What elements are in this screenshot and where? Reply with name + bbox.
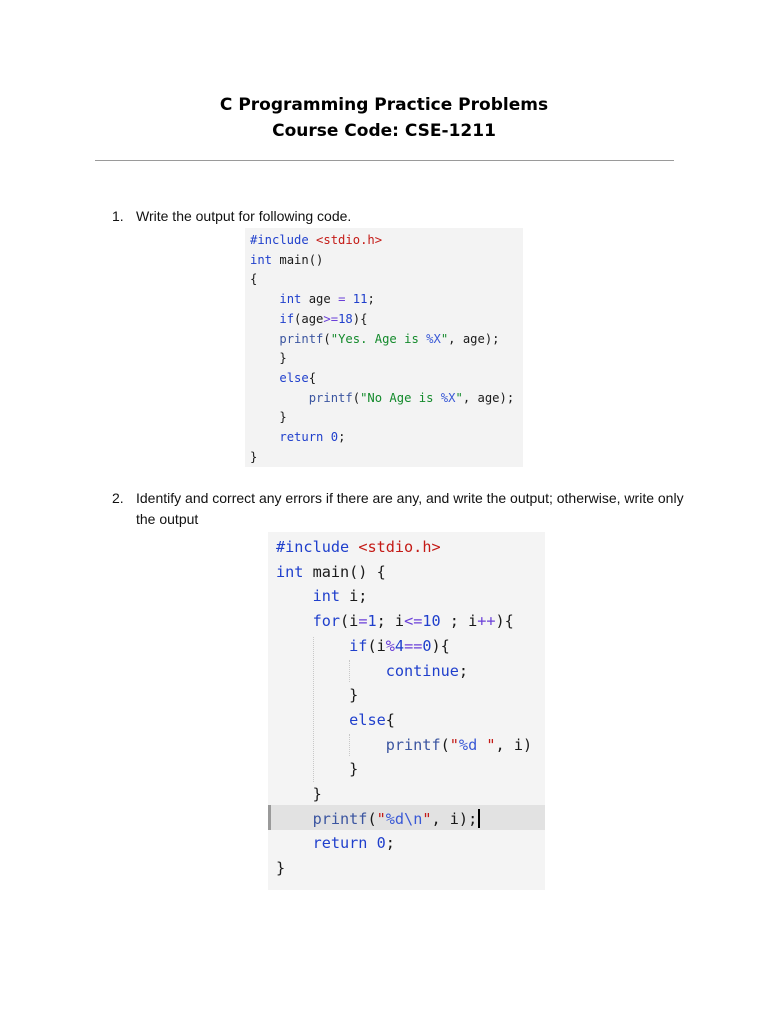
code1-line-11: return 0; xyxy=(279,430,346,445)
code2-line-2: int main() { xyxy=(276,562,386,581)
code2-line-14: } xyxy=(276,859,286,878)
question-2-code-block xyxy=(268,532,545,890)
code-listing-1 xyxy=(250,231,514,467)
code-listing-2 xyxy=(276,535,532,881)
code1-line-3: { xyxy=(250,272,258,287)
code1-line-8: else{ xyxy=(279,370,317,385)
code1-line-12: } xyxy=(250,449,258,464)
code1-line-6: printf("Yes. Age is %X", age); xyxy=(279,331,500,346)
code2-line-6: continue; xyxy=(385,661,469,680)
code2-line-4: for(i=1; i<=10 ; i++){ xyxy=(312,612,514,631)
code1-line-7: } xyxy=(250,351,287,366)
code2-line-3: int i; xyxy=(312,587,368,606)
question-1-code-block xyxy=(245,228,523,467)
course-code: Course Code: CSE-1211 xyxy=(272,121,496,141)
code2-line-11: } xyxy=(276,785,322,804)
current-line-marker xyxy=(268,805,271,830)
question-2-text: Identify and correct any errors if there are any, and write the output; otherwise, write only the output xyxy=(136,490,684,527)
code1-line-5: if(age>=18){ xyxy=(279,311,368,326)
code2-line-10: } xyxy=(276,760,359,779)
document-title: C Programming Practice Problems xyxy=(219,95,549,115)
code2-line-12: printf("%d\n", i); xyxy=(276,810,480,828)
question-2-number: 2. xyxy=(112,490,124,506)
code2-line-13: return 0; xyxy=(312,834,395,853)
code2-line-9: printf("%d ", i) xyxy=(385,735,533,754)
question-1-number: 1. xyxy=(112,208,124,224)
code1-line-1: #include <stdio.h> xyxy=(250,233,383,247)
code2-line-1: #include <stdio.h> xyxy=(276,538,441,556)
text-cursor xyxy=(478,809,480,828)
header-divider xyxy=(95,160,674,161)
code2-line-5: if(i%4==0){ xyxy=(349,636,450,655)
question-1-text: Write the output for following code. xyxy=(136,208,352,224)
code2-line-7: } xyxy=(276,686,359,705)
code1-line-10: } xyxy=(250,410,287,425)
code1-line-4: int age = 11; xyxy=(279,292,375,307)
code1-line-2: int main() xyxy=(250,252,324,267)
code1-line-9: printf("No Age is %X", age); xyxy=(308,390,515,405)
code2-line-8: else{ xyxy=(349,710,395,729)
